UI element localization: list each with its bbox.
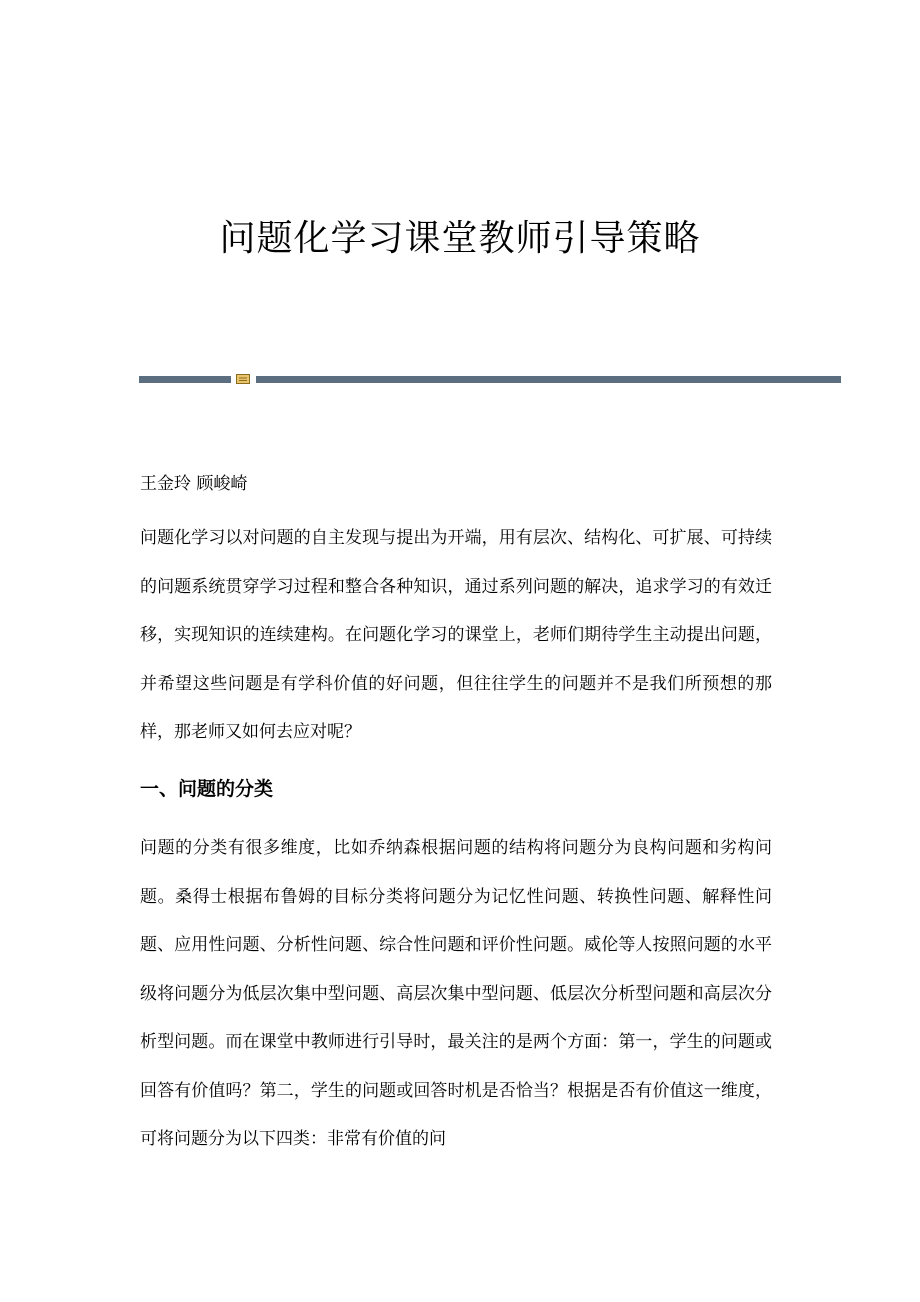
section-heading: 一、问题的分类 — [140, 778, 274, 800]
author-line: 王金玲 顾峻崎 — [140, 474, 248, 494]
divider-bar-right — [256, 376, 841, 383]
divider-bar-left — [139, 376, 231, 383]
divider-ornament-icon — [236, 374, 250, 384]
title-divider — [139, 374, 841, 384]
section-paragraph: 问题的分类有很多维度，比如乔纳森根据问题的结构将问题分为良构问题和劣构问题。桑得士根据布鲁姆的目标分类将问题分为记忆性问题、转换性问题、解释性问题、应用性问题、分析性问题、综合性问题和评价性问题。威伦等人按照问题的水平级将问题分为低层次集中型问题、高层次集中型问题、低层次分析型问题和高层次分析型问题。而在课堂中教师进行引导时，最关注的是两个方面：第一，学生的问题或回答有价值吗？第二，学生的问题或回答时机是否恰当？根据是否有价值这一维度，可将问题分为以下四类：非常有价值的问 — [140, 838, 772, 1149]
intro-paragraph: 问题化学习以对问题的自主发现与提出为开端，用有层次、结构化、可扩展、可持续的问题系统贯穿学习过程和整合各种知识，通过系列问题的解决，追求学习的有效迁移，实现知识的连续建构。在问题化学习的课堂上，老师们期待学生主动提出问题，并希望这些问题是有学科价值的好问题，但往往学生的问题并不是我们所预想的那样，那老师又如何去应对呢？ — [140, 528, 772, 742]
document-title: 问题化学习课堂教师引导策略 — [219, 218, 701, 259]
